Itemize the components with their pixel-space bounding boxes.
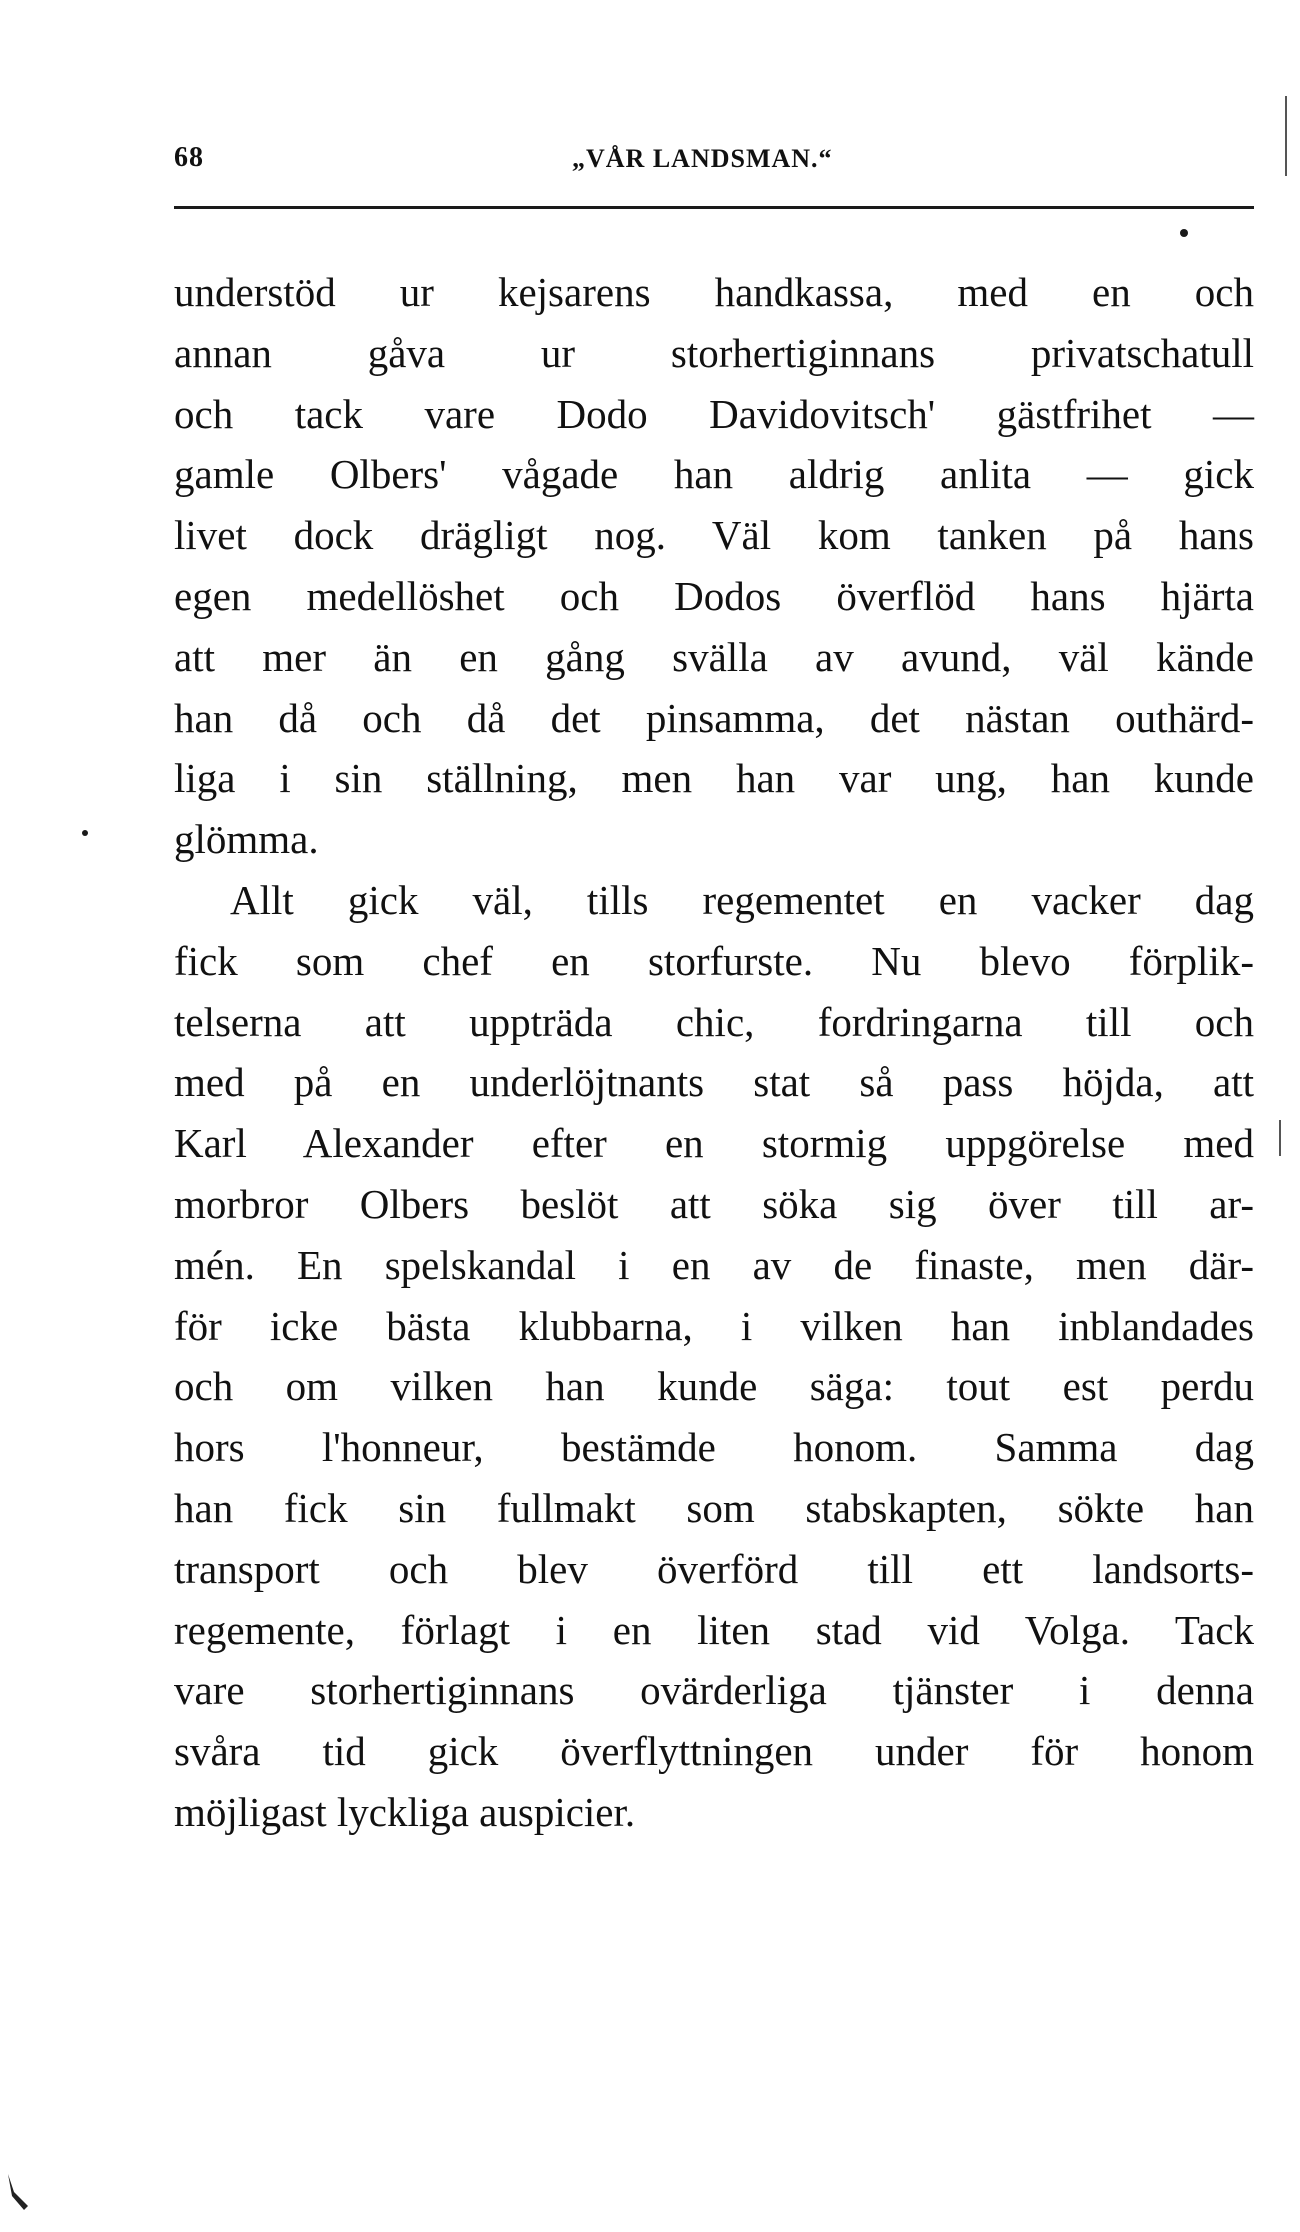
header-rule bbox=[174, 206, 1254, 209]
text-line: mén. En spelskandal i en av de finaste, men där- bbox=[174, 1241, 1254, 1288]
text-line: hors l'honneur, bestämde honom. Samma dag bbox=[174, 1424, 1254, 1471]
corner-scan-mark bbox=[4, 2172, 34, 2212]
page-edge-mark bbox=[1279, 1120, 1281, 1156]
text-line: Karl Alexander efter en stormig uppgörelse med bbox=[174, 1120, 1254, 1167]
text-line: livet dock drägligt nog. Väl kom tanken på hans bbox=[174, 512, 1254, 559]
text-line: möjligast lyckliga auspicier. bbox=[174, 1788, 636, 1835]
text-line: regemente, förlagt i en liten stad vid Volga. Tack bbox=[174, 1606, 1254, 1653]
margin-speck bbox=[82, 830, 88, 836]
text-line: han då och då det pinsamma, det nästan outhärd- bbox=[174, 694, 1254, 741]
text-line: svåra tid gick överflyttningen under för honom bbox=[174, 1728, 1254, 1775]
text-line: transport och blev överförd till ett landsorts- bbox=[174, 1545, 1254, 1592]
page-number: 68 bbox=[174, 142, 204, 173]
text-line: Allt gick väl, tills regementet en vacker dag bbox=[230, 876, 1254, 923]
paragraph-2 bbox=[174, 870, 1254, 1843]
text-line: han fick sin fullmakt som stabskapten, sökte han bbox=[174, 1484, 1254, 1531]
text-line: glömma. bbox=[174, 816, 319, 863]
text-line: morbror Olbers beslöt att söka sig över till ar- bbox=[174, 1180, 1254, 1227]
text-line: och tack vare Dodo Davidovitsch' gästfrihet — bbox=[174, 390, 1254, 437]
text-line: och om vilken han kunde säga: tout est perdu bbox=[174, 1363, 1254, 1410]
text-line: vare storhertiginnans ovärderliga tjänster i denna bbox=[174, 1667, 1254, 1714]
running-title: „VÅR LANDSMAN.“ bbox=[572, 144, 833, 173]
page-header bbox=[174, 142, 1269, 182]
text-line: att mer än en gång svälla av avund, väl kände bbox=[174, 633, 1254, 680]
paragraph-1 bbox=[174, 262, 1254, 870]
text-line: med på en underlöjtnants stat så pass höjda, att bbox=[174, 1059, 1254, 1106]
page-edge-mark bbox=[1285, 96, 1287, 176]
text-line: fick som chef en storfurste. Nu blevo förplik- bbox=[174, 937, 1254, 984]
text-line: telserna att uppträda chic, fordringarna till och bbox=[174, 998, 1254, 1045]
text-line: för icke bästa klubbarna, i vilken han inblandades bbox=[174, 1302, 1254, 1349]
text-line: egen medellöshet och Dodos överflöd hans hjärta bbox=[174, 572, 1254, 619]
text-line: understöd ur kejsarens handkassa, med en och bbox=[174, 269, 1254, 315]
text-line: annan gåva ur storhertiginnans privatschatull bbox=[174, 329, 1254, 376]
ink-speck bbox=[1180, 229, 1188, 237]
text-line: gamle Olbers' vågade han aldrig anlita — gick bbox=[174, 451, 1254, 498]
text-line: liga i sin ställning, men han var ung, han kunde bbox=[174, 755, 1254, 802]
body-text bbox=[174, 262, 1254, 1843]
